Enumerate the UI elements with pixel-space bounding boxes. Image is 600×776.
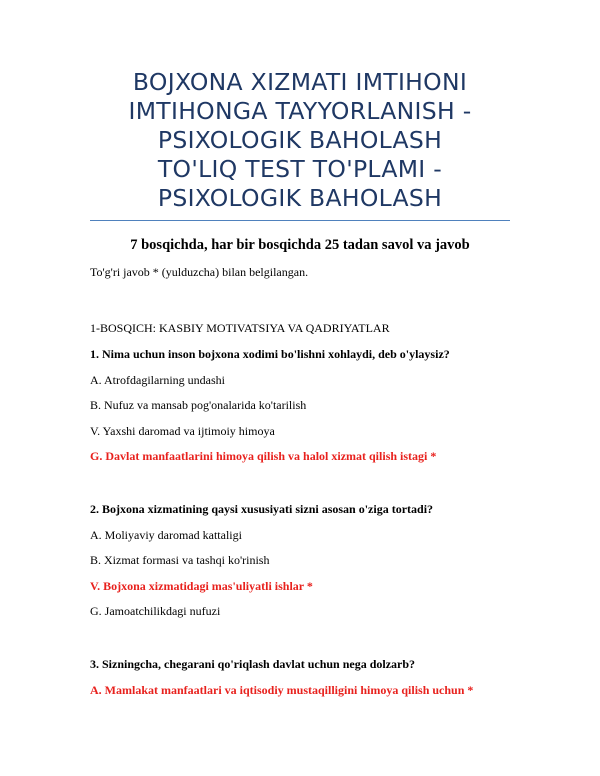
- question-2: 2. Bojxona xizmatining qaysi xususiyati sizni asosan o'ziga tortadi?: [90, 502, 434, 516]
- question-2-option-g: G. Jamoatchilikdagi nufuzi: [90, 604, 221, 618]
- question-1-option-a: A. Atrofdagilarning undashi: [90, 373, 225, 387]
- question-2-option-b: B. Xizmat formasi va tashqi ko'rinish: [90, 553, 270, 567]
- question-3: 3. Sizningcha, chegarani qo'riqlash davlat uchun nega dolzarb?: [90, 657, 416, 671]
- answer-key-note: To'g'ri javob * (yulduzcha) bilan belgilangan.: [90, 265, 309, 279]
- title-line-2: IMTIHONGA TAYYORLANISH -: [128, 97, 472, 125]
- title-line-5: PSIXOLOGIK BAHOLASH: [157, 184, 443, 212]
- title-line-3: PSIXOLOGIK BAHOLASH: [157, 126, 443, 154]
- question-2-option-v-correct: V. Bojxona xizmatidagi mas'uliyatli ishlar *: [90, 579, 313, 593]
- question-2-option-a: A. Moliyaviy daromad kattaligi: [90, 528, 242, 542]
- document-subtitle: 7 bosqichda, har bir bosqichda 25 tadan savol va javob: [130, 237, 470, 253]
- question-1-option-g-correct: G. Davlat manfaatlarini himoya qilish va halol xizmat qilish istagi *: [90, 449, 437, 463]
- section-heading: 1-BOSQICH: KASBIY MOTIVATSIYA VA QADRIYATLAR: [90, 321, 390, 335]
- question-1: 1. Nima uchun inson bojxona xodimi bo'lishni xohlaydi, deb o'ylaysiz?: [90, 347, 450, 361]
- title-line-4: TO'LIQ TEST TO'PLAMI -: [157, 155, 443, 183]
- question-1-option-v: V. Yaxshi daromad va ijtimoiy himoya: [90, 424, 275, 438]
- question-1-option-b: B. Nufuz va mansab pog'onalarida ko'tarilish: [90, 398, 307, 412]
- title-line-1: BOJXONA XIZMATI IMTIHONI: [132, 68, 468, 96]
- question-3-option-a-correct: A. Mamlakat manfaatlari va iqtisodiy mustaqilligini himoya qilish uchun *: [90, 683, 474, 697]
- title-divider: [90, 220, 510, 221]
- document-title: [90, 68, 510, 213]
